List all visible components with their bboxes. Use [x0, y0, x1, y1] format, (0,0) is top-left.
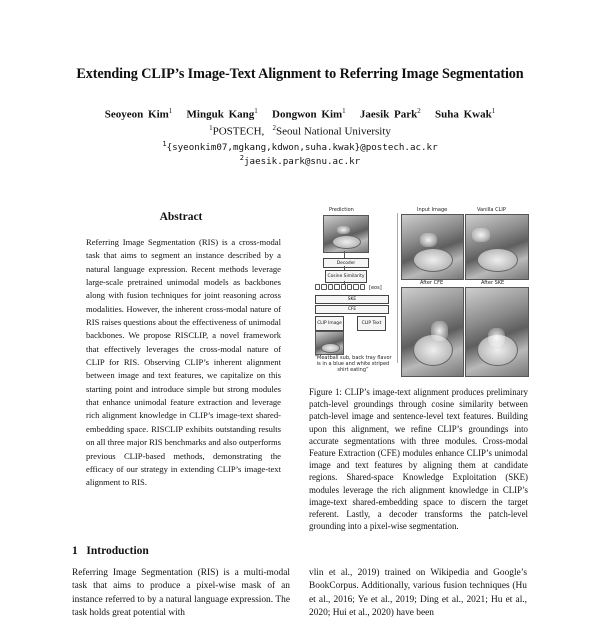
author-list	[0, 107, 600, 121]
affiliation-name: POSTECH,	[212, 125, 265, 138]
paper-title: Extending CLIP’s Image-Text Alignment to Referring Image Segmentation	[76, 66, 524, 82]
email-mark: 1	[162, 140, 167, 148]
cosine-similarity-box: Cosine Similarity	[325, 270, 367, 283]
clip-text-box: CLIP Text	[357, 316, 386, 331]
section-heading	[72, 545, 149, 557]
email-address[interactable]: {syeonkim07,mgkang,kdwon,suha.kwak}@postech.ac.kr	[166, 142, 438, 154]
author-name: Seoyeon Kim	[104, 108, 169, 121]
label-after-cfe: After CFE	[420, 280, 444, 286]
author-affiliation-mark: 1	[342, 107, 346, 115]
abstract-text: Referring Image Segmentation (RIS) is a cross-modal task that aims to segment an instance described by a natural language expression. Recent methods leverage large-scale pretrained unimodal models as backbones along with fusion techniques for joint reasoning across modalities. However, the inherent cross-modal nature of RIS raises questions about the effectiveness of unimodal backbones. We propose RISCLIP, a novel framework that effectively leverages the cross-modal nature of CLIP for RIS. Observing CLIP’s inherent alignment between image and text features, we capitalize on this starting point and introduce simple but strong modules that enhance unimodal feature extraction and leverage rich alignment knowledge in CLIP’s image-text shared-embedding space. RISCLIP exhibits outstanding results on all three major RIS benchmarks and also outperforms previous CLIP-based methods, demonstrating the efficacy of our strategy in extending CLIP’s image-text alignment to RIS.	[86, 237, 281, 488]
ske-box: SKE	[315, 295, 389, 304]
figure-caption: Figure 1: CLIP’s image-text alignment produces preliminary patch-level groundings through cosine similarity between patch-level image and sentence-level text features. Building upon this alignment, we refine CLIP’s groundings into accurate segmentations with three modules. Cross-modal Feature Extraction (CFE) modules enhance CLIP’s unimodal image and text features by aligning them at candidate regions. Shared-space Knowledge Exploitation (SKE) modules leverage the rich alignment knowledge in CLIP’s image-text shared-embedding space to discern the target referent. Lastly, a decoder transforms the patch-level grounding into a pixel-wise segmentation.	[309, 387, 528, 532]
vanilla-clip-image	[465, 214, 529, 280]
input-thumbnail	[315, 331, 344, 355]
prediction-image	[323, 215, 369, 253]
label-input-image: Input Image	[417, 207, 448, 213]
affiliation-mark: 1	[209, 124, 213, 132]
cfe-box: CFE	[315, 305, 389, 314]
patch-token-row	[315, 284, 365, 290]
author-affiliation-mark: 1	[168, 107, 173, 115]
clip-image-box: CLIP Image	[315, 316, 344, 331]
author-name: Dongwon Kim	[272, 108, 343, 121]
figure-1	[309, 207, 528, 375]
email-line	[0, 154, 600, 167]
author-affiliation-mark: 2	[417, 107, 421, 115]
affiliation-name: Seoul National University	[276, 125, 391, 138]
author-name: Suha Kwak	[434, 108, 492, 121]
label-eos: [eos]	[369, 285, 382, 291]
abstract-heading: Abstract	[159, 211, 203, 223]
decoder-box: Decoder	[323, 258, 369, 268]
author-affiliation-mark: 1	[491, 107, 496, 115]
author-name: Minguk Kang	[186, 108, 255, 121]
affiliations	[0, 124, 600, 138]
after-cfe-image	[401, 287, 464, 377]
email-address[interactable]: jaesik.park@snu.ac.kr	[244, 156, 361, 168]
label-prediction: Prediction	[329, 207, 354, 213]
label-after-ske: After SKE	[481, 280, 505, 286]
query-text: “Meatball sub, back tray flavor is in a blue and white striped shirt eating”	[314, 355, 392, 373]
author-affiliation-mark: 1	[254, 107, 258, 115]
author-name: Jaesik Park	[359, 108, 418, 121]
affiliation-mark: 2	[272, 124, 277, 132]
email-mark: 2	[239, 154, 245, 162]
section-number: 1	[72, 545, 78, 557]
label-vanilla-clip: Vanilla CLIP	[477, 207, 506, 213]
after-ske-image	[465, 287, 529, 377]
intro-text-left: Referring Image Segmentation (RIS) is a multi-modal task that aims to produce a pixel-wise mask of an instance referred to by a natural language expression. The task holds great potential with	[72, 568, 290, 618]
intro-text-right: vlin et al., 2019) trained on Wikipedia and Google’s BookCorpus. Additionally, various fusion techniques (Hu et al., 2016; Ye et al., 2019; Ding et al., 2021; Hu et al., 2020; Hui et al., 2020) have been	[309, 568, 527, 618]
input-image	[401, 214, 464, 280]
email-line	[0, 140, 600, 153]
section-title: Introduction	[86, 545, 149, 557]
